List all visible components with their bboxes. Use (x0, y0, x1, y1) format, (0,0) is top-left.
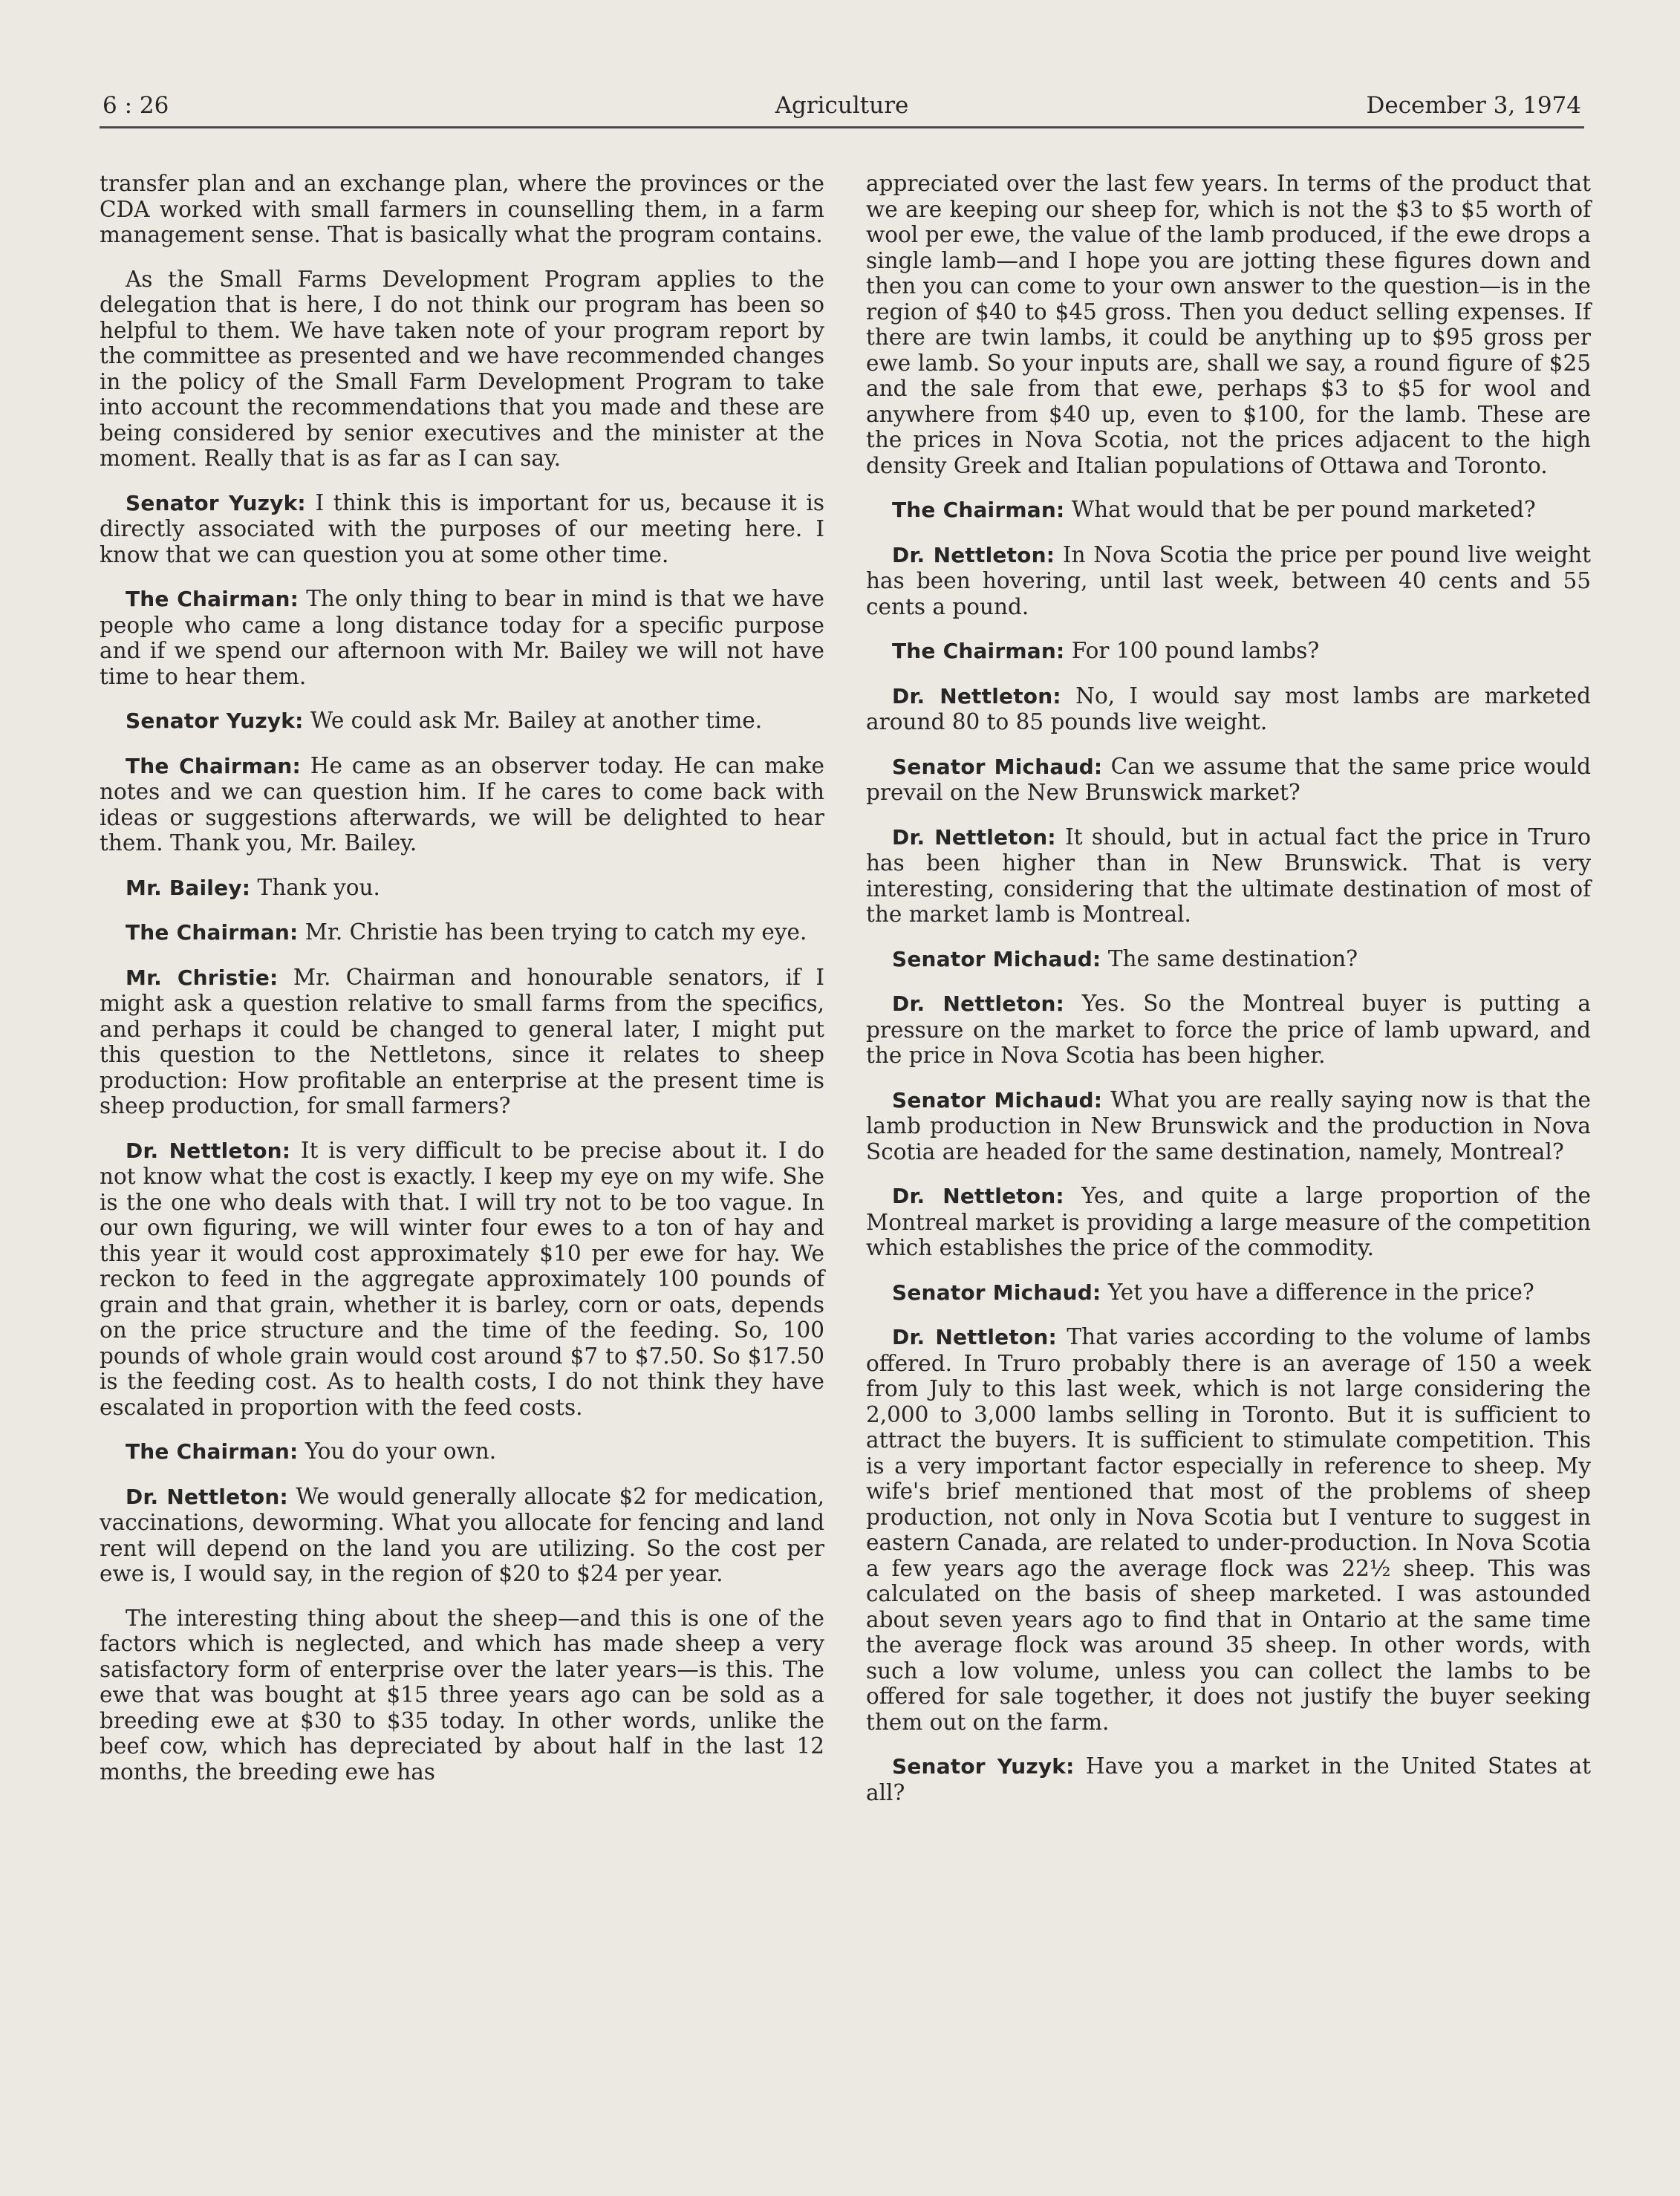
speaker-name: The Chairman: (892, 639, 1065, 663)
paragraph: Senator Yuzyk: I think this is important for us, because it is directly associated with the purposes of our meeting here. I know that we can question you at some other time. (100, 489, 824, 567)
paragraph: Dr. Nettleton: Yes, and quite a large proportion of the Montreal market is providing a large measure of the competition which establishes the price of the commodity. (866, 1183, 1591, 1260)
speaker-name: Dr. Nettleton: (892, 824, 1056, 850)
paragraph: The Chairman: He came as an observer today. He can make notes and we can question him. If he cares to come back with ideas or suggestions afterwards, we will be delighted to hear them. Thank you, Mr. Bailey. (100, 752, 824, 856)
paragraph: Senator Michaud: What you are really saying now is that the lamb production in New Brunswick and the production in Nova Scotia are headed for the same destination, namely, Montreal? (866, 1086, 1591, 1164)
speaker-name: Dr. Nettleton: (892, 542, 1055, 567)
paragraph: The interesting thing about the sheep—and this is one of the factors which is neglected, and which has made sheep a very satisfactory form of enterprise over the later years—is this. The ewe that was bought at $15 three years ago can be sold as a breeding ewe at $30 to $35 today. In other words, unlike the beef cow, which has depreciated by about half in the last 12 months, the breeding ewe has (100, 1605, 824, 1785)
speaker-name: Senator Michaud: (892, 1087, 1103, 1112)
paragraph: The Chairman: Mr. Christie has been trying to catch my eye. (126, 919, 807, 945)
speaker-name: Senator Michaud: (892, 1280, 1101, 1305)
left-column (100, 171, 824, 1803)
speaker-name: Dr. Nettleton: (892, 1325, 1057, 1349)
paragraph: As the Small Farms Development Program applies to the delegation that is here, I do not think our program has been so helpful to them. We have taken note of your program report by the committee as presented and we have recommended changes in the policy of the Small Farm Development Program to take into account the recommendations that you made and these are being considered by senior executives and the minister at the moment. Really that is as far as I can say. (100, 266, 824, 471)
page-number: 6 : 26 (102, 92, 169, 119)
paragraph: The Chairman: The only thing to bear in mind is that we have people who came a long distance today for a specific purpose and if we spend our afternoon with Mr. Bailey we will not have time to hear them. (100, 586, 824, 689)
paragraph: appreciated over the last few years. In terms of the product that we are keeping our sheep for, which is not the $3 to $5 worth of wool per ewe, the value of the lamb produced, if the ewe drops a single lamb—and I hope you are jotting these figures down and then you can come to your own answer to the question—is in the region of $40 to $45 gross. Then you deduct selling expenses. If there are twin lambs, it could be anything up to $95 gross per ewe lamb. So your inputs are, shall we say, a round figure of $25 and the sale from that ewe, perhaps $3 to $5 for wool and anywhere from $40 up, even to $100, for the lamb. These are the prices in Nova Scotia, not the prices adjacent to the high density Greek and Italian populations of Ottawa and Toronto. (866, 171, 1591, 478)
paragraph: Dr. Nettleton: It should, but in actual fact the price in Truro has been higher than in New Brunswick. That is very interesting, considering that the ultimate destination of most of the market lamb is Montreal. (866, 824, 1591, 927)
paragraph: Senator Michaud: The same destination? (892, 945, 1358, 971)
speaker-name: Dr. Nettleton: (892, 683, 1061, 708)
speaker-name: The Chairman: (126, 1439, 299, 1464)
paragraph: Dr. Nettleton: We would generally allocate $2 for medication, vaccinations, deworming. What you allocate for fencing and land rent will depend on the land you are utilizing. So the cost per ewe is, I would say, in the region of $20 to $24 per year. (100, 1483, 824, 1586)
paragraph: The Chairman: For 100 pound lambs? (892, 638, 1320, 663)
speaker-name: The Chairman: (126, 587, 299, 611)
paragraph: Senator Yuzyk: We could ask Mr. Bailey at another time. (126, 708, 763, 733)
speaker-name: The Chairman: (126, 920, 299, 945)
speaker-name: The Chairman: (126, 753, 301, 778)
paragraph: Senator Michaud: Yet you have a difference in the price? (892, 1279, 1534, 1305)
paragraph: Dr. Nettleton: In Nova Scotia the price per pound live weight has been hovering, until last week, between 40 cents and 55 cents a pound. (866, 541, 1591, 619)
paragraph: The Chairman: What would that be per pound marketed? (892, 497, 1536, 522)
speaker-name: Dr. Nettleton: (892, 991, 1065, 1016)
paragraph: Dr. Nettleton: Yes. So the Montreal buyer is putting a pressure on the market to force the price of lamb upward, and the price in Nova Scotia has been higher. (866, 991, 1592, 1068)
paragraph: Dr. Nettleton: That varies according to the volume of lambs offered. In Truro probably there is an average of 150 a week from July to this last week, which is not large considering the 2,000 to 3,000 lambs selling in Toronto. But it is sufficient to attract the buyers. It is sufficient to stimulate competition. This is a very important factor especially in reference to sheep. My wife's brief mentioned that most of the problems of sheep production, not only in Nova Scotia but I venture to suggest in eastern Canada, are related to under-production. In Nova Scotia a few years ago the average flock was 22½ sheep. This was calculated on the basis of sheep marketed. I was astounded about seven years ago to find that in Ontario at the same time the average flock was around 35 sheep. In other words, with such a low volume, unless you can collect the lambs to be offered for sale together, it does not justify the buyer seeking them out on the farm. (866, 1324, 1591, 1735)
right-column (866, 171, 1591, 1824)
paragraph: Dr. Nettleton: It is very difficult to be precise about it. I do not know what the cost is exactly. I keep my eye on my wife. She is the one who deals with that. I will try not to be too vague. In our own figuring, we will winter four ewes to a ton of hay and this year it would cost approximately $10 per ewe for hay. We reckon to feed in the aggregate approximately 100 pounds of grain and that grain, whether it is barley, corn or oats, depends on the price structure and the time of the feeding. So, 100 pounds of whole grain would cost around $7 to $7.50. So $17.50 is the feeding cost. As to health costs, I do not think they have escalated in proportion with the feed costs. (100, 1137, 824, 1420)
speaker-name: Dr. Nettleton: (126, 1138, 291, 1163)
speaker-name: The Chairman: (892, 498, 1065, 522)
speaker-name: Dr. Nettleton: (892, 1184, 1064, 1208)
speaker-name: Senator Yuzyk: (126, 490, 306, 515)
page-date: December 3, 1974 (1366, 92, 1581, 119)
speaker-name: Senator Michaud: (892, 946, 1101, 971)
speaker-name: Mr. Bailey: (126, 875, 251, 900)
speaker-name: Senator Yuzyk: (892, 1754, 1075, 1779)
paragraph: Mr. Christie: Mr. Chairman and honourable senators, if I might ask a question relative to small farms from the specifics, and perhaps it could be changed to general later, I might put this question to the Nettletons, since it relates to sheep production: How profitable an enterprise at the present time is sheep production, for small farmers? (100, 964, 824, 1118)
paragraph: Dr. Nettleton: No, I would say most lambs are marketed around 80 to 85 pounds live weight. (866, 682, 1591, 734)
speaker-name: Senator Michaud: (892, 754, 1103, 779)
paragraph: Senator Yuzyk: Have you a market in the United States at all? (866, 1753, 1591, 1805)
speaker-name: Mr. Christie: (126, 965, 279, 990)
paragraph: Mr. Bailey: Thank you. (126, 874, 380, 900)
paragraph: The Chairman: You do your own. (126, 1439, 497, 1464)
speaker-name: Senator Yuzyk: (126, 708, 304, 733)
publication-title: Agriculture (775, 92, 909, 119)
page-header (100, 88, 1584, 128)
speaker-name: Dr. Nettleton: (126, 1484, 288, 1509)
paragraph: transfer plan and an exchange plan, where the provinces or the CDA worked with small farmers in counselling them, in a farm management sense. That is basically what the program contains. (100, 171, 824, 247)
paragraph: Senator Michaud: Can we assume that the same price would prevail on the New Brunswick market? (866, 753, 1591, 805)
